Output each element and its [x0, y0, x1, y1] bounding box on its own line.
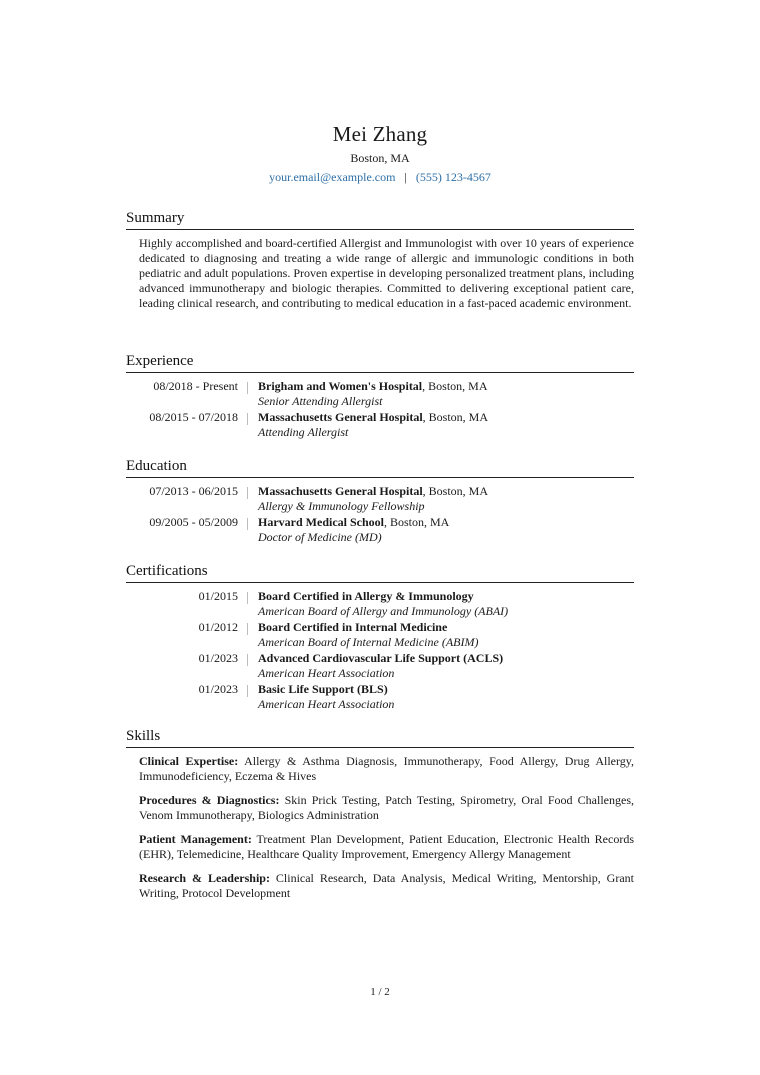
entry-date: 08/2018 - Present — [153, 379, 238, 393]
education-section — [126, 457, 634, 546]
summary-text: Highly accomplished and board-certified Allergist and Immunologist with over 10 years of experience dedicated to diagnosing and treating a wide range of allergic and immunologic conditions in both pediatric and adult populations. Proven expertise in developing personalized treatment plans, including advanced immunotherapy and biologic therapies. Committed to delivering exceptional patient care, leading clinical research, and contributing to medical education in a fast-paced academic environment. — [139, 236, 634, 310]
skills-section — [126, 727, 634, 901]
entry-organization: Massachusetts General Hospital — [258, 484, 423, 498]
entry-date: 01/2023 — [198, 682, 238, 696]
experience-entry — [126, 410, 634, 441]
entry-date: 07/2013 - 06/2015 — [149, 484, 238, 498]
certification-issuer: American Board of Internal Medicine (ABIM) — [258, 635, 479, 649]
education-entry — [126, 515, 634, 546]
section-title: Summary — [126, 210, 185, 226]
entry-divider — [247, 623, 248, 635]
entry-role: Doctor of Medicine (MD) — [258, 530, 382, 544]
entry-organization: Brigham and Women's Hospital — [258, 379, 423, 393]
entry-divider — [247, 382, 248, 394]
skill-group — [139, 754, 634, 784]
skill-label: Clinical Expertise: — [139, 754, 239, 768]
entry-date: 01/2015 — [198, 589, 238, 603]
entry-location: , Boston, MA — [384, 515, 450, 529]
entry-divider — [247, 413, 248, 425]
entry-location: , Boston, MA — [422, 379, 488, 393]
entry-location: , Boston, MA — [422, 484, 489, 498]
entry-date: 01/2012 — [198, 620, 238, 634]
section-title: Education — [126, 458, 187, 474]
entry-body — [258, 410, 634, 440]
certification-name: Board Certified in Allergy & Immunology — [258, 589, 474, 603]
certification-issuer: American Heart Association — [258, 697, 395, 711]
certification-entry — [126, 620, 634, 651]
section-title: Experience — [126, 353, 194, 369]
skill-label: Procedures & Diagnostics: — [139, 793, 280, 807]
certification-issuer: American Board of Allergy and Immunology (ABAI) — [258, 604, 509, 618]
certification-name: Advanced Cardiovascular Life Support (ACLS) — [258, 651, 504, 665]
skill-label: Research & Leadership: — [139, 871, 270, 885]
entry-date: 01/2023 — [198, 651, 238, 665]
entry-body — [258, 651, 634, 681]
entry-role: Allergy & Immunology Fellowship — [258, 499, 425, 513]
summary-section — [126, 209, 634, 311]
page-number: 1 / 2 — [370, 986, 390, 998]
entry-divider — [247, 487, 248, 499]
skill-group — [139, 832, 634, 862]
experience-entry — [126, 379, 634, 410]
section-divider — [126, 582, 634, 583]
certifications-section — [126, 562, 634, 713]
entry-body — [258, 379, 634, 409]
entry-divider — [247, 592, 248, 604]
entry-location: , Boston, MA — [422, 410, 489, 424]
education-entry — [126, 484, 634, 515]
experience-list — [126, 379, 634, 441]
certification-entry — [126, 682, 634, 713]
education-list — [126, 484, 634, 546]
skill-label: Patient Management: — [139, 832, 252, 846]
entry-divider — [247, 654, 248, 666]
section-divider — [126, 747, 634, 748]
entry-divider — [247, 518, 248, 530]
experience-section — [126, 352, 634, 441]
entry-body — [258, 484, 634, 514]
entry-date: 09/2005 - 05/2009 — [149, 515, 238, 529]
entry-date: 08/2015 - 07/2018 — [149, 410, 238, 424]
resume-header — [0, 121, 760, 185]
certification-issuer: American Heart Association — [258, 666, 395, 680]
section-title: Skills — [126, 728, 161, 744]
certification-entry — [126, 589, 634, 620]
certifications-list — [126, 589, 634, 713]
candidate-location: Boston, MA — [350, 151, 410, 165]
skill-group — [139, 871, 634, 901]
candidate-name: Mei Zhang — [332, 122, 428, 146]
skill-text: Clinical Research, Data Analysis, Medical Writing, Mentorship, Grant Writing, Protocol Development — [139, 871, 634, 900]
certification-name: Board Certified in Internal Medicine — [258, 620, 448, 634]
phone-link[interactable]: (555) 123-4567 — [415, 170, 491, 184]
section-divider — [126, 372, 634, 373]
skill-text: Treatment Plan Development, Patient Education, Electronic Health Records (EHR), Telemedicine, Healthcare Quality Improvement, Emergency Allergy Management — [139, 832, 634, 861]
entry-body — [258, 620, 634, 650]
contact-separator: | — [404, 170, 407, 184]
entry-organization: Massachusetts General Hospital — [258, 410, 423, 424]
skill-text: Allergy & Asthma Diagnosis, Immunotherapy, Food Allergy, Drug Allergy, Immunodeficiency, Eczema & Hives — [139, 754, 635, 783]
section-divider — [126, 477, 634, 478]
entry-body — [258, 515, 634, 545]
section-divider — [126, 229, 634, 230]
entry-role: Senior Attending Allergist — [258, 394, 383, 408]
certification-entry — [126, 651, 634, 682]
entry-body — [258, 682, 634, 712]
entry-role: Attending Allergist — [258, 425, 349, 439]
entry-body — [258, 589, 634, 619]
certification-name: Basic Life Support (BLS) — [258, 682, 388, 696]
entry-divider — [247, 685, 248, 697]
email-link[interactable]: your.email@example.com — [269, 170, 396, 184]
entry-organization: Harvard Medical School — [258, 515, 384, 529]
skill-group — [139, 793, 634, 823]
section-title: Certifications — [126, 563, 208, 579]
skill-text: Skin Prick Testing, Patch Testing, Spirometry, Oral Food Challenges, Venom Immunotherapy, Biologics Administration — [139, 793, 634, 822]
contact-line — [0, 169, 760, 185]
